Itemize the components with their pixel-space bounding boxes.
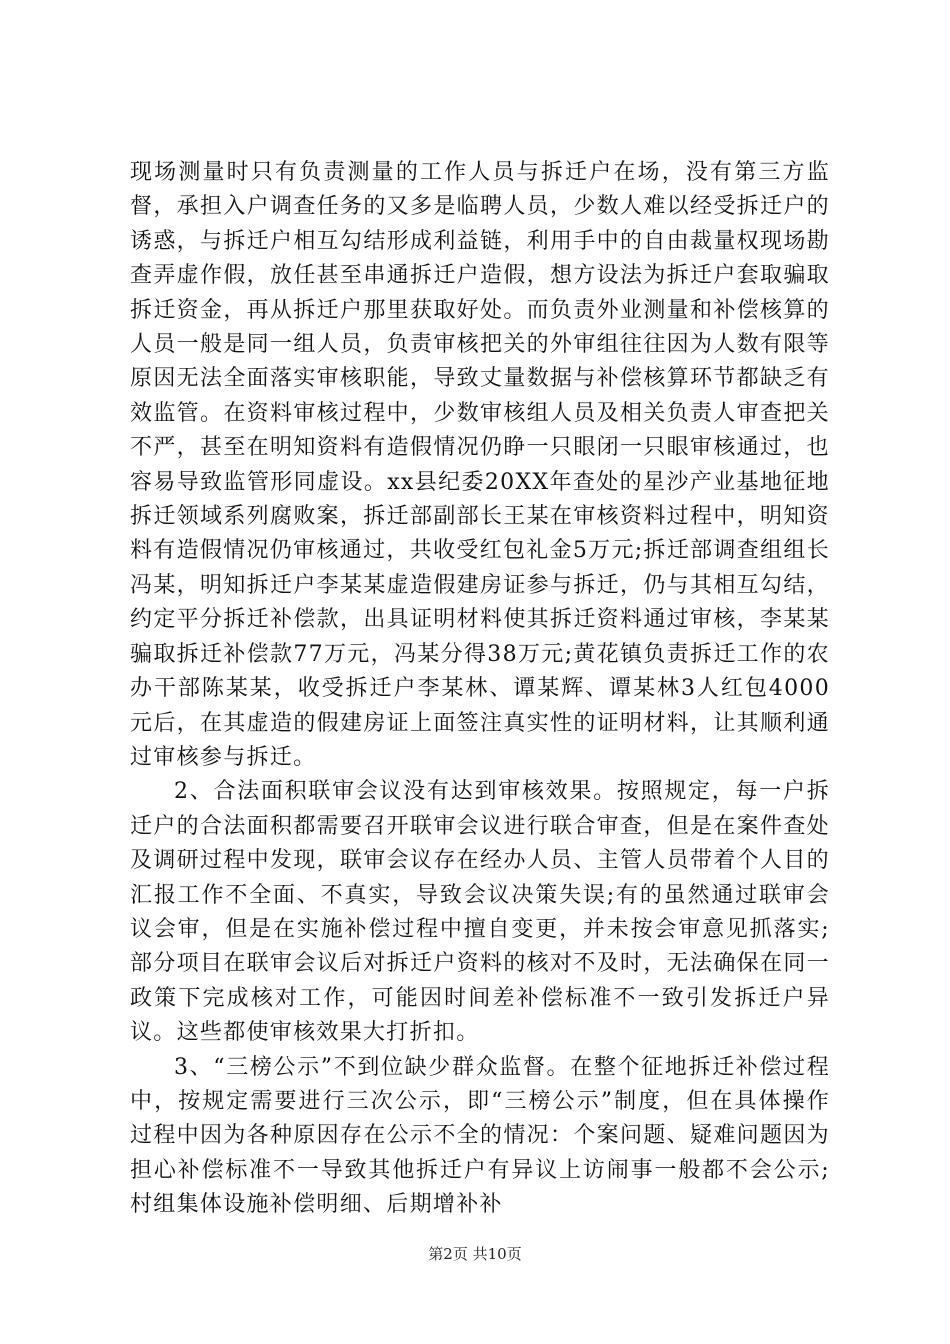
page-number-footer: 第2页 共10页 (428, 1245, 522, 1263)
paragraph-continuation: 现场测量时只有负责测量的工作人员与拆迁户在场，没有第三方监督，承担入户调查任务的又多是临聘人员，少数人难以经受拆迁户的诱惑，与拆迁户相互勾结形成利益链，利用手中的自由裁量权现场勘查弄虚作假，放任甚至串通拆迁户造假，想方设法为拆迁户套取骗取拆迁资金，再从拆迁户那里获取好处。而负责外业测量和补偿核算的人员一般是同一组人员，负责审核把关的外审组往往因为人数有限等原因无法全面落实审核职能，导致丈量数据与补偿核算环节都缺乏有效监管。在资料审核过程中，少数审核组人员及相关负责人审查把关不严，甚至在明知资料有造假情况仍睁一只眼闭一只眼审核通过，也容易导致监管形同虚设。xx县纪委20XX年查处的星沙产业基地征地拆迁领域系列腐败案，拆迁部副部长王某在审核资料过程中，明知资料有造假情况仍审核通过，共收受红包礼金5万元;拆迁部调查组组长冯某，明知拆迁户李某某虚造假建房证参与拆迁，仍与其相互勾结，约定平分拆迁补偿款，出具证明材料使其拆迁资料通过审核，李某某骗取拆迁补偿款77万元，冯某分得38万元;黄花镇负责拆迁工作的农办干部陈某某，收受拆迁户李某林、谭某辉、谭某林3人红包4000元后，在其虚造的假建房证上面签注真实性的证明材料，让其顺利通过审核参与拆迁。 (130, 160, 830, 770)
document-body (130, 156, 830, 1223)
paragraph-public-notice: 3、“三榜公示”不到位缺少群众监督。在整个征地拆迁补偿过程中，按规定需要进行三次公示，即“三榜公示”制度，但在具体操作过程中因为各种原因存在公示不全的情况：个案问题、疑难问题因为担心补偿标准不一导致其他拆迁户有异议上访闹事一般都不会公示;村组集体设施补偿明细、后期增补补 (130, 1054, 830, 1218)
paragraph-joint-review: 2、合法面积联审会议没有达到审核效果。按照规定，每一户拆迁户的合法面积都需要召开联审会议进行联合审查，但是在案件查处及调研过程中发现，联审会议存在经办人员、主管人员带着个人目的汇报工作不全面、不真实，导致会议决策失误;有的虽然通过联审会议会审，但是在实施补偿过程中擅自变更，并未按会审意见抓落实;部分项目在联审会议后对拆迁户资料的核对不及时，无法确保在同一政策下完成核对工作，可能因时间差补偿标准不一致引发拆迁户异议。这些都使审核效果大打折扣。 (130, 779, 830, 1046)
